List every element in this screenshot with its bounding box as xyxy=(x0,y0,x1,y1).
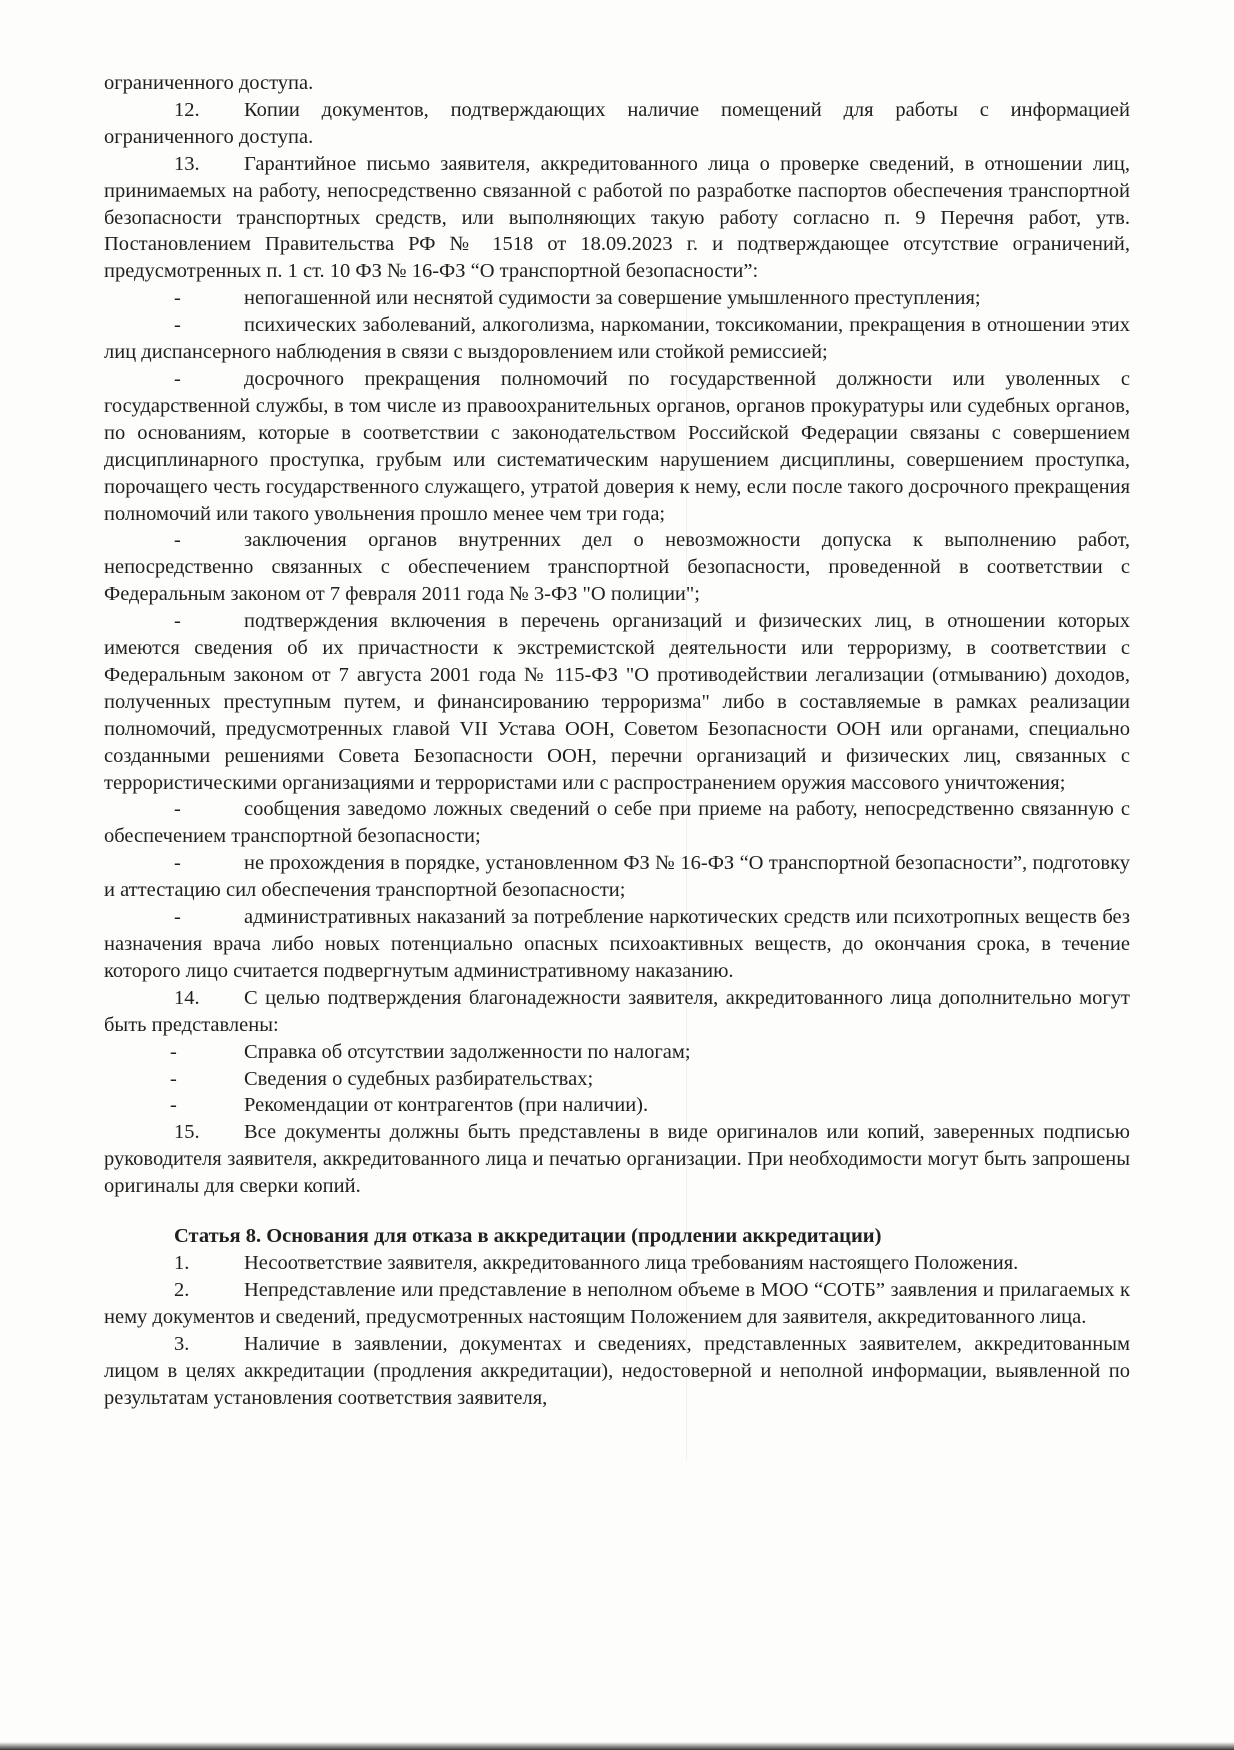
optional-doc-item xyxy=(104,1092,1130,1119)
dash-marker: - xyxy=(170,1094,177,1117)
article-8-heading: Статья 8. Основания для отказа в аккредитации (продлении аккредитации) xyxy=(174,1225,882,1248)
restriction-text: заключения органов внутренних дел о невозможности допуска к выполнению работ, непосредственно связанных с обеспечением транспортной безопасности, проведенной в соответствии с Федеральным законом от 7 февраля 2011 года № 3-ФЗ "О полиции"; xyxy=(104,529,1130,606)
restriction-text: подтверждения включения в перечень организаций и физических лиц, в отношении которых имеются сведения об их причастности к экстремистской деятельности или терроризму, в соответствии с Федеральным законом от 7 августа 2001 года № 115-ФЗ "О противодействии легализации (отмыванию) доходов, полученных преступным путем, и финансированию терроризма" либо в составляемые в рамках реализации полномочий, предусмотренных главой VII Устава ООН, Советом Безопасности ООН или органами, специально созданными решениями Совета Безопасности ООН, перечни организаций и физических лиц, связанных с террористическими организациями и террористами или с распространением оружия массового уничтожения; xyxy=(104,610,1130,794)
item-number: 12. xyxy=(174,98,200,121)
item-text: Все документы должны быть представлены в виде оригиналов или копий, заверенных подписью руководителя заявителя, аккредитованного лица и печатью организации. При необходимости могут быть запрошены оригиналы для сверки копий. xyxy=(104,1121,1130,1198)
optional-doc-text: Сведения о судебных разбирательствах; xyxy=(244,1067,594,1090)
item-number: 15. xyxy=(174,1121,200,1144)
item-number: 2. xyxy=(174,1278,190,1301)
item-number: 3. xyxy=(174,1332,190,1355)
article-8-item-3 xyxy=(104,1331,1130,1412)
dash-marker: - xyxy=(174,906,181,929)
item-number: 1. xyxy=(174,1251,190,1274)
item-text: Гарантийное письмо заявителя, аккредитованного лица о проверке сведений, в отношении лиц, принимаемых на работу, непосредственно связанной с работой по разработке паспортов обеспечения транспортной безопасности транспортных средств, или выполняющих такую работу согласно п. 9 Перечня работ, утв. Постановлением Правительства РФ № 1518 от 18.09.2023 г. и подтверждающее отсутствие ограничений, предусмотренных п. 1 ст. 10 ФЗ № 16-ФЗ “О транспортной безопасности”: xyxy=(104,152,1130,283)
restriction-text: психических заболеваний, алкоголизма, наркомании, токсикомании, прекращения в отношении этих лиц диспансерного наблюдения в связи с выздоровлением или стойкой ремиссией; xyxy=(104,314,1130,364)
dash-marker: - xyxy=(174,529,181,552)
item-number: 14. xyxy=(174,986,200,1009)
item-15 xyxy=(104,1119,1130,1200)
item-13 xyxy=(104,151,1130,286)
item-text: С целью подтверждения благонадежности заявителя, аккредитованного лица дополнительно могут быть представлены: xyxy=(104,986,1130,1036)
item-text: Копии документов, подтверждающих наличие помещений для работы с информацией ограниченного доступа. xyxy=(104,98,1130,148)
restriction-text: непогашенной или неснятой судимости за совершение умышленного преступления; xyxy=(244,287,981,310)
article-8-item-1 xyxy=(104,1250,1130,1277)
optional-doc-text: Рекомендации от контрагентов (при наличии). xyxy=(244,1094,649,1117)
restriction-text: административных наказаний за потребление наркотических средств или психотропных веществ без назначения врача либо новых потенциально опасных психоактивных веществ, до окончания срока, в течение которого лицо считается подвергнутым административному наказанию. xyxy=(104,906,1130,982)
restriction-item xyxy=(104,312,1130,366)
restriction-text: сообщения заведомо ложных сведений о себе при приеме на работу, непосредственно связанную с обеспечением транспортной безопасности; xyxy=(104,798,1130,848)
dash-marker: - xyxy=(170,1067,177,1090)
restriction-text: не прохождения в порядке, установленном ФЗ № 16-ФЗ “О транспортной безопасности”, подготовку и аттестацию сил обеспечения транспортной безопасности; xyxy=(104,852,1130,902)
optional-doc-item xyxy=(104,1066,1130,1093)
restriction-item xyxy=(104,285,1130,312)
optional-doc-text: Справка об отсутствии задолженности по налогам; xyxy=(244,1040,691,1063)
dash-marker: - xyxy=(174,367,181,390)
item-text: Несоответствие заявителя, аккредитованного лица требованиям настоящего Положения. xyxy=(244,1251,1019,1274)
dash-marker: - xyxy=(174,798,181,821)
optional-doc-item xyxy=(104,1039,1130,1066)
restriction-item xyxy=(104,366,1130,527)
restriction-item xyxy=(104,608,1130,796)
restriction-item xyxy=(104,796,1130,850)
item-number: 13. xyxy=(174,152,200,175)
dash-marker: - xyxy=(174,610,181,633)
item-14 xyxy=(104,985,1130,1039)
restriction-item xyxy=(104,904,1130,985)
item-text: Непредставление или представление в неполном объеме в МОО “СОТБ” заявления и прилагаемых к нему документов и сведений, предусмотренных настоящим Положением для заявителя, аккредитованного лица. xyxy=(104,1278,1130,1328)
dash-marker: - xyxy=(174,314,181,337)
document-body xyxy=(104,70,1130,1411)
item-12 xyxy=(104,97,1130,151)
restriction-item xyxy=(104,850,1130,904)
restriction-item xyxy=(104,527,1130,608)
dash-marker: - xyxy=(174,852,181,875)
item-text: Наличие в заявлении, документах и сведениях, представленных заявителем, аккредитованным лицом в целях аккредитации (продления аккредитации), недостоверной и неполной информации, выявленной по результатам установления соответствия заявителя, xyxy=(104,1332,1130,1409)
article-8-item-2 xyxy=(104,1277,1130,1331)
dash-marker: - xyxy=(174,287,181,310)
dash-marker: - xyxy=(170,1040,177,1063)
restriction-text: досрочного прекращения полномочий по государственной должности или уволенных с государственной службы, в том числе из правоохранительных органов, органов прокуратуры или судебных органов, по основаниям, которые в соответствии с законодательством Российской Федерации связаны с совершением дисциплинарного проступка, грубым или систематическим нарушением дисциплины, совершением проступка, порочащего честь государственного служащего, утратой доверия к нему, если после такого досрочного прекращения полномочий или такого увольнения прошло менее чем три года; xyxy=(104,367,1130,525)
intro-tail: ограниченного доступа. xyxy=(104,72,314,94)
